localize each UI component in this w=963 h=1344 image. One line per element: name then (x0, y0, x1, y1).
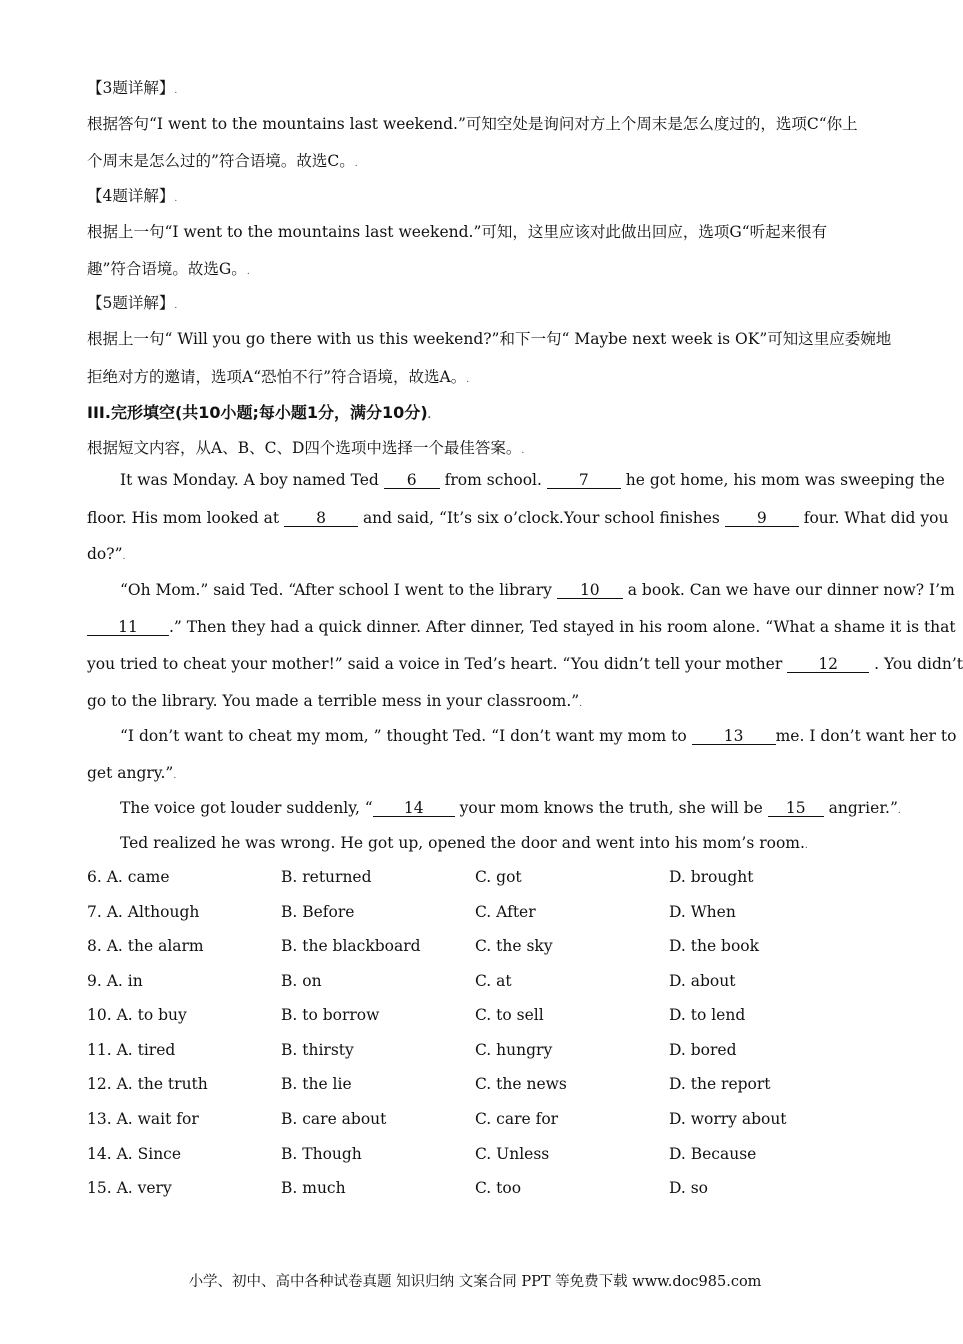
explanation-line: 个周末是怎么过的”符合语境。故选C。. (87, 152, 358, 170)
passage-line: Ted realized he was wrong. He got up, opened the door and went into his mom’s room.. (120, 834, 808, 852)
passage-line: “I don’t want to cheat my mom, ” thought Ted. “I don’t want my mom to 13 me. I don’t want her to (120, 727, 957, 745)
blank-14[interactable]: 14 (373, 800, 455, 817)
blank-15[interactable]: 15 (768, 800, 824, 817)
option-c[interactable]: C. the sky (475, 937, 553, 955)
blank-9[interactable]: 9 (725, 510, 799, 527)
option-b[interactable]: B. returned (281, 868, 372, 886)
blank-13[interactable]: 13 (692, 728, 776, 745)
passage-line: “Oh Mom.” said Ted. “After school I went to the library 10 a book. Can we have our dinner now? I’m (120, 581, 955, 599)
option-c[interactable]: C. too (475, 1179, 522, 1197)
section-title: III.完形填空(共10小题;每小题1分，满分10分). (87, 403, 432, 422)
options-row-14 (87, 1145, 867, 1167)
option-c[interactable]: C. hungry (475, 1041, 553, 1059)
passage-line: get angry.”. (87, 764, 177, 782)
option-b[interactable]: B. to borrow (281, 1006, 380, 1024)
option-b[interactable]: B. the blackboard (281, 937, 421, 955)
option-d[interactable]: D. brought (669, 868, 754, 886)
option-a[interactable]: 15. A. very (87, 1179, 172, 1197)
blank-6[interactable]: 6 (384, 472, 440, 489)
options-row-10 (87, 1006, 867, 1028)
option-a[interactable]: 12. A. the truth (87, 1075, 208, 1093)
option-b[interactable]: B. the lie (281, 1075, 352, 1093)
option-a[interactable]: 8. A. the alarm (87, 937, 204, 955)
option-c[interactable]: C. got (475, 868, 522, 886)
option-d[interactable]: D. about (669, 972, 736, 990)
option-c[interactable]: C. After (475, 903, 536, 921)
option-d[interactable]: D. the book (669, 937, 760, 955)
option-a[interactable]: 11. A. tired (87, 1041, 176, 1059)
blank-8[interactable]: 8 (284, 510, 358, 527)
option-c[interactable]: C. Unless (475, 1145, 550, 1163)
blank-10[interactable]: 10 (557, 582, 623, 599)
option-b[interactable]: B. much (281, 1179, 346, 1197)
option-c[interactable]: C. at (475, 972, 512, 990)
explanation-title-5: 【5题详解】. (87, 294, 178, 312)
explanation-line: 趣”符合语境。故选G。. (87, 260, 250, 278)
explanation-line: 根据上一句“ Will you go there with us this weekend?”和下一句“ Maybe next week is OK”可知这里应委婉地 (87, 330, 892, 348)
options-row-6 (87, 868, 867, 890)
passage-line: 11 .” Then they had a quick dinner. After dinner, Ted stayed in his room alone. “What a shame it is that (87, 618, 867, 636)
explanation-line: 根据答句“I went to the mountains last weekend.”可知空处是询问对方上个周末是怎么度过的，选项C“你上 (87, 115, 858, 133)
explanation-title-4: 【4题详解】. (87, 187, 178, 205)
section-instruction: 根据短文内容，从A、B、C、D四个选项中选择一个最佳答案。. (87, 439, 525, 457)
passage-line: The voice got louder suddenly, “ 14 your mom knows the truth, she will be 15 angrier.”. (120, 799, 901, 817)
options-row-15 (87, 1179, 867, 1201)
option-a[interactable]: 14. A. Since (87, 1145, 182, 1163)
option-d[interactable]: D. Because (669, 1145, 757, 1163)
option-b[interactable]: B. thirsty (281, 1041, 354, 1059)
options-row-7 (87, 903, 867, 925)
option-d[interactable]: D. worry about (669, 1110, 787, 1128)
option-d[interactable]: D. the report (669, 1075, 771, 1093)
passage-line: you tried to cheat your mother!” said a voice in Ted’s heart. “You didn’t tell your mother 12 . You didn’t (87, 655, 963, 673)
option-b[interactable]: B. care about (281, 1110, 387, 1128)
passage-line: go to the library. You made a terrible mess in your classroom.”. (87, 692, 583, 710)
blank-7[interactable]: 7 (547, 472, 621, 489)
option-b[interactable]: B. Before (281, 903, 355, 921)
blank-11[interactable]: 11 (87, 619, 169, 636)
explanation-line: 拒绝对方的邀请，选项A“恐怕不行”符合语境，故选A。. (87, 368, 470, 386)
passage-line: It was Monday. A boy named Ted 6 from school. 7 he got home, his mom was sweeping the (120, 471, 945, 489)
options-row-9 (87, 972, 867, 994)
options-row-13 (87, 1110, 867, 1132)
options-row-11 (87, 1041, 867, 1063)
option-a[interactable]: 7. A. Although (87, 903, 200, 921)
options-row-12 (87, 1075, 867, 1097)
option-c[interactable]: C. the news (475, 1075, 567, 1093)
option-c[interactable]: C. care for (475, 1110, 559, 1128)
option-a[interactable]: 6. A. came (87, 868, 170, 886)
option-a[interactable]: 9. A. in (87, 972, 143, 990)
passage-line: floor. His mom looked at 8 and said, “It’s six o’clock.Your school finishes 9 four. What did you (87, 509, 949, 527)
explanation-line: 根据上一句“I went to the mountains last weekend.”可知，这里应该对此做出回应，选项G“听起来很有 (87, 223, 828, 241)
option-d[interactable]: D. to lend (669, 1006, 746, 1024)
option-d[interactable]: D. When (669, 903, 736, 921)
option-b[interactable]: B. on (281, 972, 322, 990)
option-d[interactable]: D. so (669, 1179, 709, 1197)
option-a[interactable]: 13. A. wait for (87, 1110, 199, 1128)
options-row-8 (87, 937, 867, 959)
option-b[interactable]: B. Though (281, 1145, 362, 1163)
option-a[interactable]: 10. A. to buy (87, 1006, 187, 1024)
page-footer: 小学、初中、高中各种试卷真题 知识归纳 文案合同 PPT 等免费下载 www.doc985.com (188, 1274, 762, 1290)
blank-12[interactable]: 12 (787, 656, 869, 673)
option-d[interactable]: D. bored (669, 1041, 737, 1059)
passage-line: do?”. (87, 545, 126, 563)
option-c[interactable]: C. to sell (475, 1006, 544, 1024)
explanation-title-3: 【3题详解】. (87, 79, 178, 97)
